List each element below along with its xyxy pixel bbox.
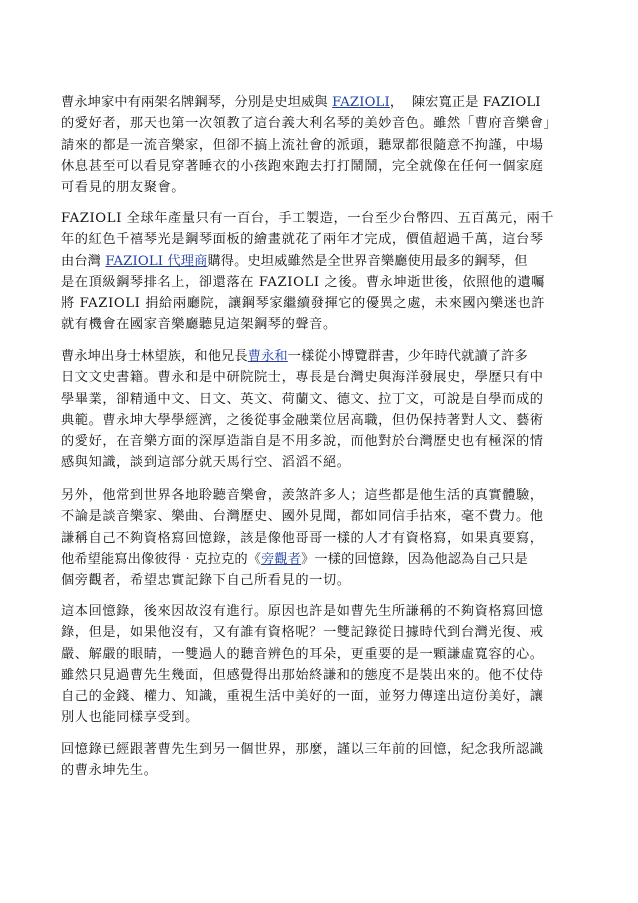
paragraph-unfinished-memoir bbox=[61, 601, 544, 729]
text-line bbox=[61, 528, 544, 549]
text-run: 可看見的朋友聚會。 bbox=[61, 180, 186, 196]
text-line bbox=[61, 485, 544, 506]
text-run: 的愛好者，那天也第一次領教了這台義大利名琴的美妙音色。雖然「曹府音樂會」 bbox=[61, 116, 558, 132]
text-run: 謙稱自己不夠資格寫回憶錄，該是像他哥哥一樣的人才有資格寫，如果真要寫， bbox=[61, 530, 544, 546]
text-run: 別人也能同樣享受到。 bbox=[61, 710, 199, 726]
text-run: 的曹永坤先生。 bbox=[61, 763, 158, 779]
text-line bbox=[61, 601, 544, 622]
hyperlink[interactable]: 旁觀者 bbox=[261, 551, 302, 567]
text-line bbox=[61, 410, 544, 431]
text-run: 是在頂級鋼琴排名上，卻還落在 FAZIOLI 之後。曹永坤逝世後，依照他的遺囑 bbox=[61, 274, 546, 290]
text-run: 》一樣的回憶錄，因為他認為自己只是 bbox=[301, 551, 528, 567]
paragraph-family-background bbox=[61, 346, 544, 474]
text-line bbox=[61, 156, 557, 177]
text-run: 日文文史書籍。曹永和是中研院院士，專長是台灣史與海洋發展史，學歷只有中 bbox=[61, 370, 544, 386]
text-run: 曹永坤出身士林望族，和他兄長 bbox=[61, 349, 248, 364]
text-run: 他希望能寫出像彼得‧克拉克的《 bbox=[61, 551, 262, 567]
text-line bbox=[61, 452, 544, 473]
text-run: 休息甚至可以看見穿著睡衣的小孩跑來跑去打打鬧鬧，完全就像在任何一個家庭 bbox=[61, 158, 544, 174]
hyperlink[interactable]: FAZIOLI bbox=[332, 95, 390, 110]
text-run: 購得。史坦威雖然是全世界音樂廳使用最多的鋼琴，但 bbox=[207, 253, 528, 269]
text-run: 錄，但是，如果他沒有，又有誰有資格呢？一雙記錄從日據時代到台灣光復、戒 bbox=[61, 625, 544, 641]
text-run: 典範。曹永坤大學學經濟，之後從事金融業位居高職，但仍保持著對人文、藝術 bbox=[61, 412, 544, 428]
text-line bbox=[61, 707, 544, 728]
text-run: 另外，他常到世界各地聆聽音樂會，羨煞許多人；這些都是他生活的真實體驗， bbox=[61, 488, 544, 503]
text-run: 的愛好，在音樂方面的深厚造詣自是不用多說，而他對於台灣歷史也有極深的情 bbox=[61, 434, 544, 450]
hyperlink[interactable]: FAZIOLI 代理商 bbox=[105, 253, 208, 269]
text-run: ， 陳宏寬正是 FAZIOLI bbox=[389, 95, 541, 110]
text-run: 由台灣 bbox=[61, 253, 106, 269]
text-line bbox=[61, 251, 554, 272]
text-line bbox=[61, 272, 554, 293]
text-line bbox=[61, 686, 544, 707]
text-run: 雖然只見過曹先生幾面，但感覺得出那始終謙和的態度不是裝出來的。他不仗侍 bbox=[61, 667, 544, 683]
text-line bbox=[61, 760, 544, 781]
hyperlink[interactable]: 曹永和 bbox=[247, 349, 288, 364]
text-run: 這本回憶錄，後來因故沒有進行。原因也許是如曹先生所謙稱的不夠資格寫回憶 bbox=[61, 604, 544, 619]
text-line bbox=[61, 389, 544, 410]
text-run: 嚴、解嚴的眼睛，一雙過人的聽音辨色的耳朵，更重要的是一顆謙虛寬容的心。 bbox=[61, 646, 544, 662]
text-line bbox=[61, 208, 554, 229]
paragraph-closing bbox=[61, 739, 544, 782]
text-line bbox=[61, 177, 557, 198]
text-run: 回憶錄已經跟著曹先生到另一個世界，那麼，謹以三年前的回憶，紀念我所認識 bbox=[61, 742, 544, 757]
text-line bbox=[61, 92, 557, 113]
text-line bbox=[61, 113, 557, 134]
text-run: 學畢業，卻精通中文、日文、英文、荷蘭文、德文、拉丁文，可說是自學而成的 bbox=[61, 391, 544, 407]
text-line bbox=[61, 570, 544, 591]
text-run: 將 FAZIOLI 捐給兩廳院，讓鋼琴家繼續發揮它的優異之處，未來國內樂迷也許 bbox=[61, 296, 546, 312]
text-run: 自己的金錢、權力、知識，重視生活中美好的一面，並努力傳達出這份美好，讓 bbox=[61, 689, 544, 705]
text-run: 不論是談音樂家、樂曲、台灣歷史、國外見聞，都如同信手拈來，毫不費力。他 bbox=[61, 509, 544, 525]
paragraph-fazioli-owners bbox=[61, 92, 557, 198]
text-run: FAZIOLI 全球年產量只有一百台，手工製造，一台至少台幣四、五百萬元，兩千 bbox=[61, 211, 555, 226]
text-line bbox=[61, 644, 544, 665]
text-line bbox=[61, 506, 544, 527]
text-line bbox=[61, 431, 544, 452]
text-line bbox=[61, 665, 544, 686]
text-run: 年的紅色千禧琴光是鋼琴面板的繪畫就花了兩年才完成，價值超過千萬，這台琴 bbox=[61, 232, 544, 248]
text-line bbox=[61, 229, 554, 250]
text-run: 感與知識，談到這部分就天馬行空、滔滔不絕。 bbox=[61, 455, 351, 471]
text-run: 一樣從小博覽群書，少年時代就讀了許多 bbox=[287, 349, 528, 364]
text-line bbox=[61, 346, 544, 367]
paragraph-concerts-and-memoir bbox=[61, 485, 544, 591]
text-run: 個旁觀者，希望忠實記錄下自己所看見的一切。 bbox=[61, 573, 351, 589]
text-line bbox=[61, 314, 554, 335]
paragraph-fazioli-production bbox=[61, 208, 554, 336]
text-line bbox=[61, 135, 557, 156]
text-line bbox=[61, 622, 544, 643]
text-line bbox=[61, 739, 544, 760]
text-run: 請來的都是一流音樂家，但卻不搞上流社會的派頭，聽眾都很隨意不拘謹，中場 bbox=[61, 137, 544, 153]
text-line bbox=[61, 367, 544, 388]
text-line bbox=[61, 549, 544, 570]
text-run: 就有機會在國家音樂廳聽見這架鋼琴的聲音。 bbox=[61, 317, 337, 333]
text-run: 曹永坤家中有兩架名牌鋼琴，分別是史坦威與 bbox=[61, 95, 333, 110]
text-line bbox=[61, 293, 554, 314]
